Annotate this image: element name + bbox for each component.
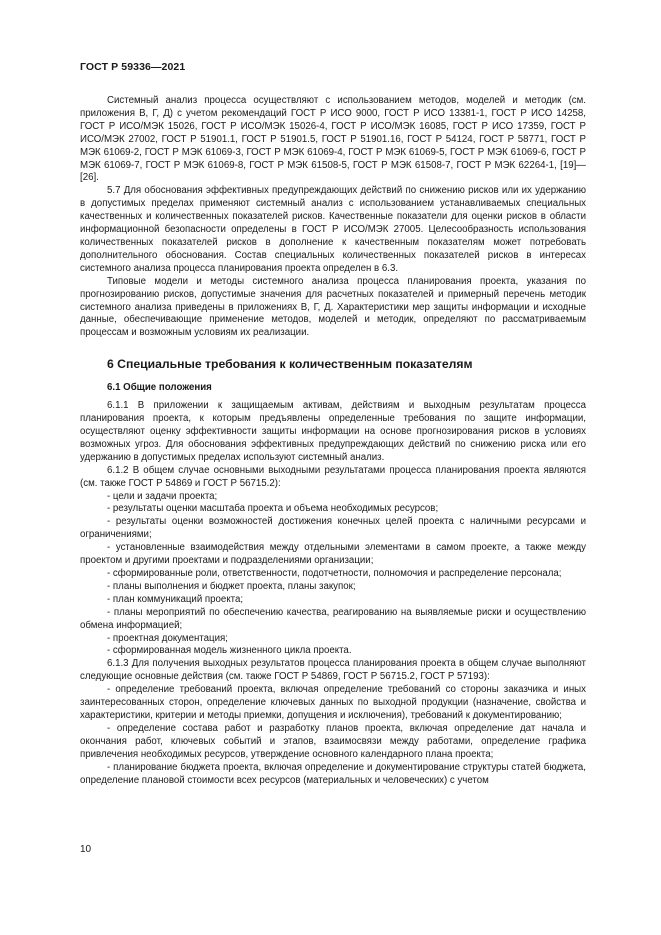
- list-item: - цели и задачи проекта;: [107, 490, 218, 502]
- list-item: - планы мероприятий по обеспечению качества, реагированию на выявляемые риски и осуществлению обмена информацией;: [80, 606, 586, 631]
- document-body: [80, 95, 586, 787]
- list-item: - определение состава работ и разработку планов проекта, включая определение дат начала и окончания работ, ключевых событий и этапов, взаимосвязи между работами, определение графика привлечения необходимых ресурсов, утверждение основного календарного плана проекта;: [80, 722, 586, 760]
- paragraph-6-1-2: 6.1.2 В общем случае основными выходными результатами процесса планирования проекта являются (см. также ГОСТ Р 54869 и ГОСТ Р 56715.2):: [80, 464, 586, 489]
- paragraph-6-1-1: 6.1.1 В приложении к защищаемым активам, действиям и выходным результатам процесса планирования проекта, к которым предъявлены определенные требования по защите информации, осуществляют оценку эффективности защиты информации на основе прогнозирования рисков в условиях возможных угроз. Для обоснования эффективных предупреждающих действий по снижению риска или его удержанию в допустимых пределах используют системный анализ.: [80, 400, 586, 463]
- section-6-title: 6 Специальные требования к количественным показателям: [107, 357, 473, 372]
- list-item: - результаты оценки масштаба проекта и объема необходимых ресурсов;: [107, 503, 439, 515]
- list-item: - определение требований проекта, включая определение требований со стороны заказчика и иных заинтересованных сторон, определение ключевых данных по выходной продукции (назначение, свойства и характеристики, критерии и методы приемки, допущения и исключения), требований к документированию;: [80, 684, 586, 721]
- list-item: - проектная документация;: [107, 632, 228, 644]
- paragraph-typical-models: Типовые модели и методы системного анализа процесса планирования проекта, указания по прогнозированию рисков, допустимые значения для расчетных показателей и примерный перечень методик системного анализа приведены в приложениях В, Г, Д. Характеристики мер защиты информации и исходные данные, обеспечивающие применение методов, моделей и методик, определяют по рассматриваемым процессам и возможным условиям их реализации.: [80, 275, 586, 339]
- list-item: - сформированная модель жизненного цикла проекта.: [107, 645, 352, 657]
- section-6-1-title: 6.1 Общие положения: [107, 382, 212, 394]
- paragraph-6-1-3: 6.1.3 Для получения выходных результатов процесса планирования проекта в общем случае выполняют следующие основные действия (см. также ГОСТ Р 54869, ГОСТ Р 56715.2, ГОСТ Р 57193):: [80, 658, 586, 683]
- paragraph-system-analysis: Системный анализ процесса осуществляют с использованием методов, моделей и методик (см. приложения В, Г, Д) с учетом рекомендаций ГОСТ Р ИСО 9000, ГОСТ Р ИСО 13381-1, ГОСТ Р ИСО 14258, ГОСТ Р ИСО/МЭК 15026, ГОСТ Р ИСО/МЭК 15026-4, ГОСТ Р ИСО/МЭК 16085, ГОСТ Р ИСО 17359, ГОСТ Р ИСО/МЭК 27002, ГОСТ Р 51901.1, ГОСТ Р 51901.5, ГОСТ Р 51901.16, ГОСТ Р 54124, ГОСТ Р 58771, ГОСТ Р МЭК 61069-2, ГОСТ Р МЭК 61069-3, ГОСТ Р МЭК 61069-4, ГОСТ Р МЭК 61069-5, ГОСТ Р МЭК 61069-6, ГОСТ Р МЭК 61069-7, ГОСТ Р МЭК 61069-8, ГОСТ Р МЭК 61508-5, ГОСТ Р МЭК 61508-7, ГОСТ Р МЭК 62264-1, [19]—[26].: [80, 95, 586, 184]
- list-item: - планирование бюджета проекта, включая определение и документирование структуры статей бюджета, определение плановой стоимости всех ресурсов (материальных и человеческих) с учетом: [80, 761, 586, 786]
- list-item: - сформированные роли, ответственности, подотчетности, полномочия и распределение персонала;: [107, 568, 562, 579]
- list-item: - установленные взаимодействия между отдельными элементами в самом проекте, а также между проектом и другими проектами и подразделениями организации;: [80, 542, 586, 567]
- page-number: 10: [80, 844, 92, 855]
- list-item: - планы выполнения и бюджет проекта, планы закупок;: [107, 580, 356, 592]
- list-item: - результаты оценки возможностей достижения конечных целей проекта с наличными ресурсами и ограничениями;: [80, 516, 586, 541]
- list-item: - план коммуникаций проекта;: [107, 593, 244, 605]
- paragraph-5-7: 5.7 Для обоснования эффективных предупреждающих действий по снижению рисков или их удержанию в допустимых пределах применяют системный анализ с использованием устанавливаемых специальных качественных и количественных показателей рисков. Качественные показатели для оценки рисков в области информационной безопасности определены в ГОСТ Р ИСО/МЭК 27005. Целесообразность использования количественных показателей рисков в дополнение к качественным показателям может потребовать дополнительного обоснования. Состав специальных количественных показателей рисков в интересах системного анализа процесса планирования проекта определен в 6.3.: [80, 185, 586, 274]
- document-header: ГОСТ Р 59336—2021: [80, 61, 186, 73]
